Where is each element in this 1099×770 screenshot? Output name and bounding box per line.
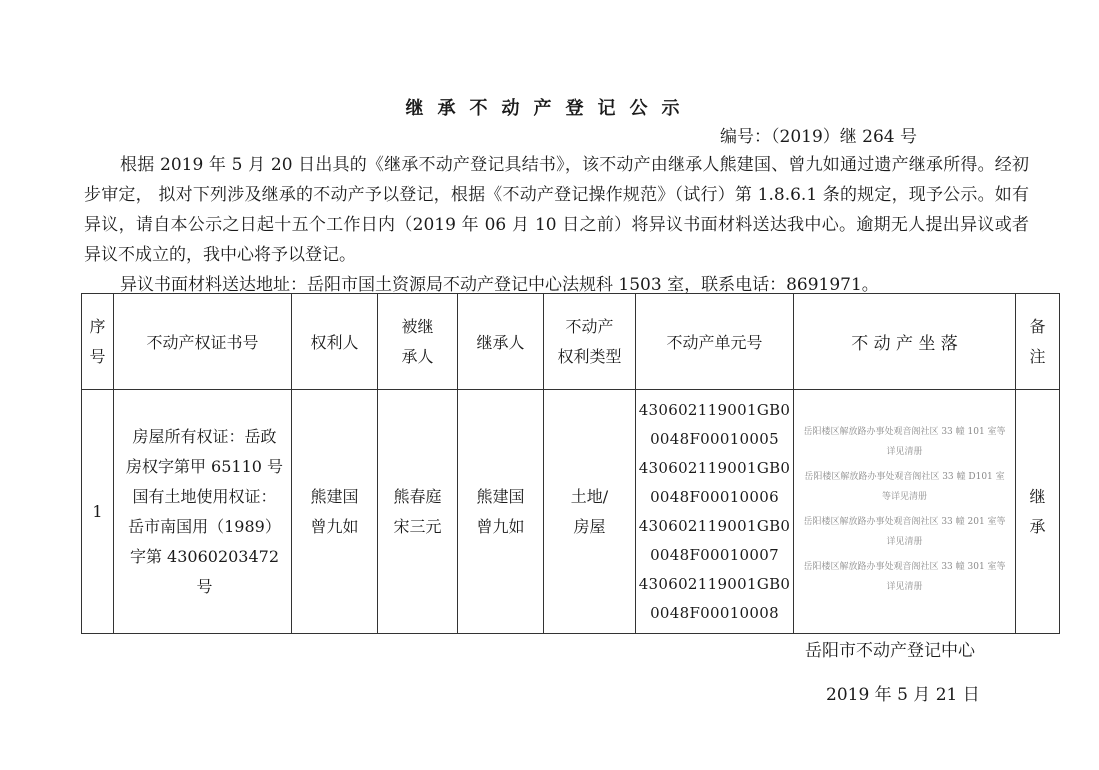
header-note: 备 注 bbox=[1016, 294, 1060, 390]
location-item: 岳阳楼区解放路办事处观音阁社区 33 幢 201 室等详见清册 bbox=[803, 516, 1006, 547]
header-cert: 不动产权证书号 bbox=[114, 294, 292, 390]
header-seq: 序 号 bbox=[82, 294, 114, 390]
cell-note: 继 承 bbox=[1016, 390, 1060, 634]
cell-deceased: 熊春庭 宋三元 bbox=[378, 390, 458, 634]
table-header-row bbox=[82, 294, 1060, 390]
location-item: 岳阳楼区解放路办事处观音阁社区 33 幢 D101 室等详见清册 bbox=[804, 471, 1005, 502]
cell-locations bbox=[794, 390, 1016, 634]
notice-paragraph: 根据 2019 年 5 月 20 日出具的《继承不动产登记具结书》，该不动产由继承人熊建国、曾九如通过遗产继承所得。经初步审定， 拟对下列涉及继承的不动产予以登记，根据《不动产登记操作规范》（试行）第 1.8.6.1 条的规定，现予公示。如有异议，请自本公示之日起十五个工作日内（2019 年 06 月 10 日之前）将异议书面材料送达我中心。逾期无人提出异议或者异议不成立的，我中心将予以登记。 bbox=[84, 155, 1029, 265]
cell-owner: 熊建国 曾九如 bbox=[292, 390, 378, 634]
document-number: 编号：（2019）继 264 号 bbox=[720, 127, 918, 147]
cell-type: 土地/ 房屋 bbox=[544, 390, 636, 634]
table-row bbox=[82, 390, 1060, 634]
cell-cert: 房屋所有权证：岳政 房权字第甲 65110 号 国有土地使用权证： 岳市南国用（1989） 字第 43060203472 号 bbox=[114, 390, 292, 634]
location-item: 岳阳楼区解放路办事处观音阁社区 33 幢 101 室等详见清册 bbox=[803, 426, 1006, 457]
header-unit: 不动产单元号 bbox=[636, 294, 794, 390]
header-heir: 继承人 bbox=[458, 294, 544, 390]
header-owner: 权利人 bbox=[292, 294, 378, 390]
header-location: 不 动 产 坐 落 bbox=[794, 294, 1016, 390]
property-table bbox=[81, 293, 1060, 634]
location-item: 岳阳楼区解放路办事处观音阁社区 33 幢 301 室等详见清册 bbox=[803, 561, 1006, 592]
header-deceased: 被继 承人 bbox=[378, 294, 458, 390]
cell-heir: 熊建国 曾九如 bbox=[458, 390, 544, 634]
signature-org: 岳阳市不动产登记中心 bbox=[805, 641, 975, 661]
signature-date: 2019 年 5 月 21 日 bbox=[826, 685, 980, 705]
objection-address: 异议书面材料送达地址：岳阳市国土资源局不动产登记中心法规科 1503 室，联系电话：8691971。 bbox=[120, 275, 879, 295]
cell-seq: 1 bbox=[82, 390, 114, 634]
cell-units: 430602119001GB0 0048F00010005 430602119001GB0 0048F00010006 430602119001GB0 0048F00010007 430602119001GB0 0048F00010008 bbox=[636, 390, 794, 634]
document-title: 继承不动产登记公示 bbox=[405, 98, 694, 119]
header-type: 不动产 权利类型 bbox=[544, 294, 636, 390]
